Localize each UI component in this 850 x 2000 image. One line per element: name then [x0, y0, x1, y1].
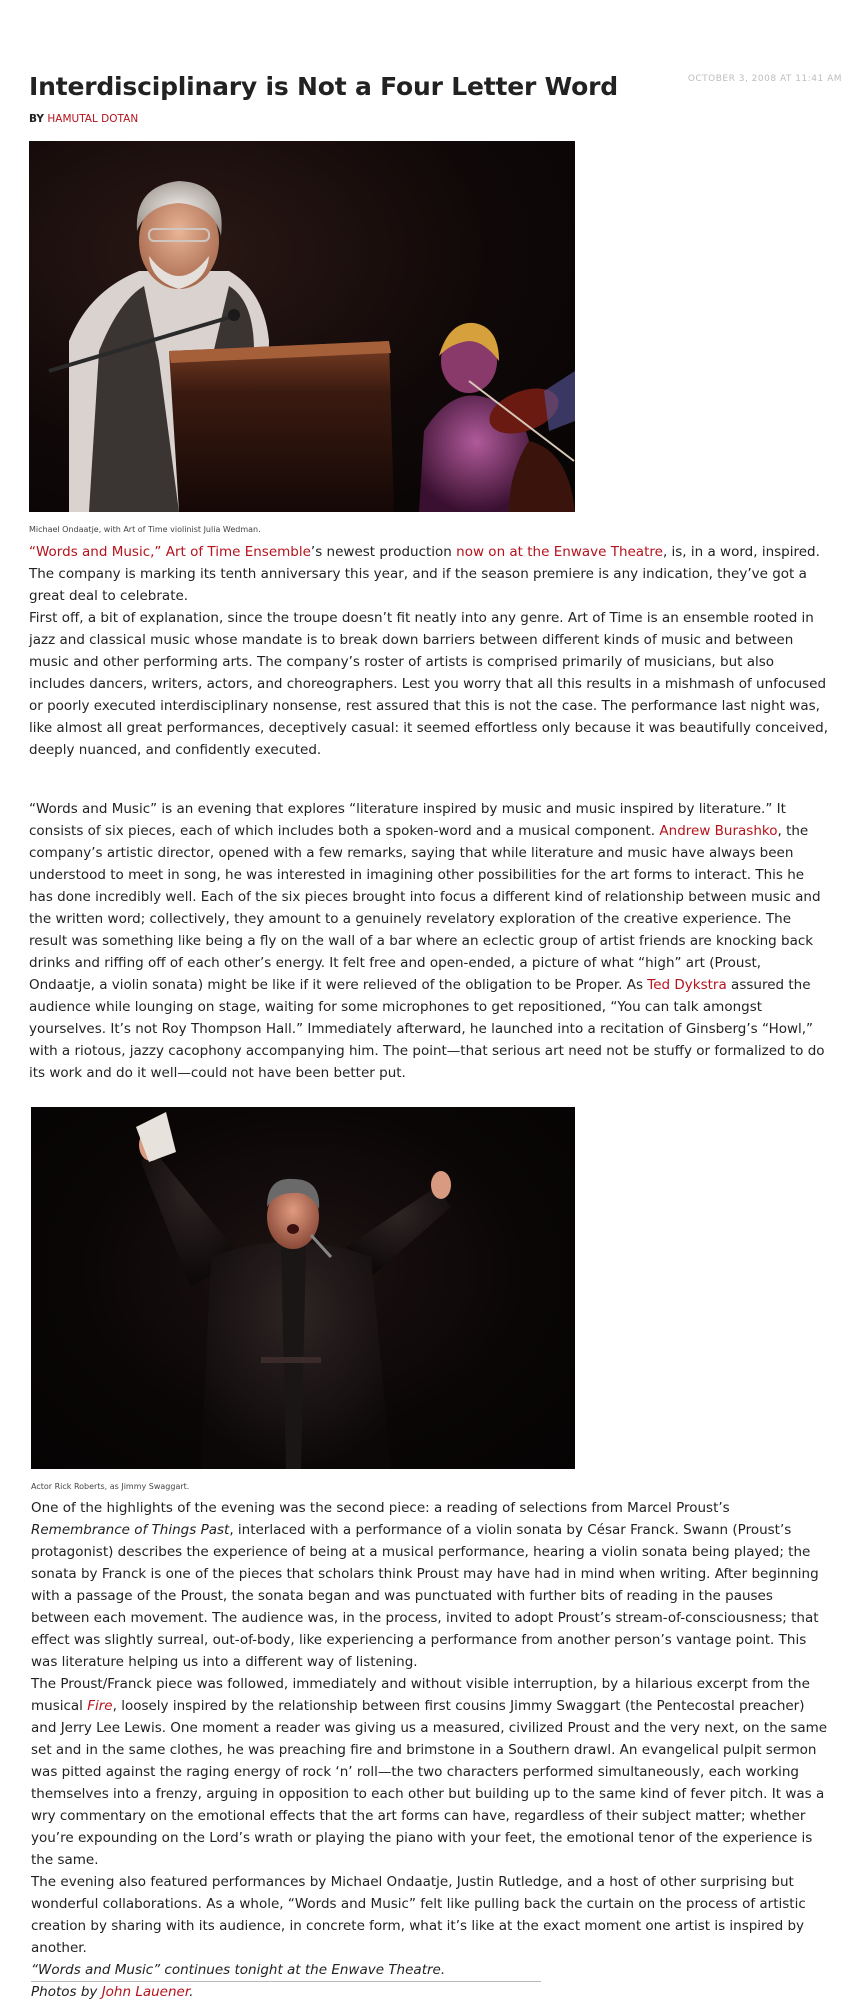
text-run: The Proust/Franck piece was followed, immediately and without visible interruption, by a hilarious excerpt from the musical	[31, 1676, 810, 1714]
byline-label: BY	[29, 113, 45, 125]
article-body-part-2	[29, 798, 829, 1084]
text-run: .	[189, 1984, 194, 2000]
link-ted-dykstra[interactable]: Ted Dykstra	[647, 977, 727, 993]
link-john-lauener[interactable]: John Lauener	[101, 1984, 190, 2000]
link-words-and-music[interactable]: “Words and Music,”	[29, 544, 162, 560]
text-run: One of the highlights of the evening was the second piece: a reading of selections from Marcel Proust’s	[31, 1500, 730, 1516]
photo-caption-1: Michael Ondaatje, with Art of Time violinist Julia Wedman.	[29, 525, 261, 534]
post-date: OCTOBER 3, 2008 AT 11:41 AM	[687, 74, 842, 84]
text-run: assured the audience while lounging on stage, waiting for some microphones to get repositioned, “You can talk amongst yourselves. It’s not Roy Thompson Hall.” Immediately afterward, he launched into a recitation of Ginsberg’s “Howl,” with a riotous, jazzy cacophony accompanying him. The point—that serious art need not be stuffy or formalized to do its work and do it well—could not have been better put.	[29, 977, 825, 1081]
paragraph-other-performances: The evening also featured performances by Michael Ondaatje, Justin Rutledge, and a host of other surprising but wonderful collaborations. As a whole, “Words and Music” felt like pulling back the curtain on the process of artistic creation by sharing with its audience, in concrete form, what it’s like at the exact moment one artist is inspired by another.	[31, 1874, 806, 1956]
photo-ondaatje	[29, 141, 575, 512]
book-title: Remembrance of Things Past	[31, 1522, 230, 1538]
photo-ondaatje-illustration	[29, 141, 575, 512]
paragraph-evening-overview	[29, 798, 829, 1084]
paragraph-proust	[31, 1497, 831, 1673]
article-body-part-3	[31, 1497, 831, 2000]
text-run: ’s newest production	[310, 544, 457, 560]
paragraph-fire-musical	[31, 1673, 831, 1871]
article-body-part-1	[29, 541, 829, 761]
photo-rick-roberts	[31, 1107, 575, 1469]
text-run: “Words and Music” is an evening that explores “literature inspired by music and music inspired by literature.” It consists of six pieces, each of which includes both a spoken-word and a musical component.	[29, 801, 786, 839]
text-run: , interlaced with a performance of a violin sonata by César Franck. Swann (Proust’s protagonist) describes the experience of being at a musical performance, hearing a violin sonata being played; the sonata by Franck is one of the pieces that scholars think Proust may have had in mind when writing. After beginning with a passage of the Proust, the sonata began and was punctuated with further bits of reading in the pauses between each movement. The audience was, in the process, invited to adopt Proust’s stream-of-consciousness; that effect was slightly surreal, out-of-body, like experiencing a performance from another person’s vantage point. This was literature helping us into a different way of listening.	[31, 1522, 819, 1670]
link-andrew-burashko[interactable]: Andrew Burashko	[659, 823, 778, 839]
paragraph-intro	[29, 541, 829, 607]
paragraph-continues-tonight: “Words and Music” continues tonight at the Enwave Theatre.	[31, 1962, 446, 1978]
link-enwave-theatre[interactable]: now on at the Enwave Theatre	[456, 544, 663, 560]
author-link[interactable]: HAMUTAL DOTAN	[47, 113, 139, 125]
photo-rick-roberts-illustration	[31, 1107, 575, 1469]
paragraph-explanation: First off, a bit of explanation, since the troupe doesn’t fit neatly into any genre. Art of Time is an ensemble rooted in jazz and classical music whose mandate is to break down barriers between different kinds of music and between music and other performing arts. The company’s roster of artists is comprised primarily of musicians, but also includes dancers, writers, actors, and choreographers. Lest you worry that all this results in a mishmash of unfocused or poorly executed interdisciplinary nonsense, rest assured that this is not the case. The performance last night was, like almost all great performances, deceptively casual: it seemed effortless only because it was beautifully conceived, deeply nuanced, and confidently executed.	[29, 610, 829, 758]
photo-caption-2: Actor Rick Roberts, as Jimmy Swaggart.	[31, 1482, 190, 1491]
link-fire[interactable]: Fire	[87, 1698, 113, 1714]
paragraph-photo-credit	[31, 1981, 831, 2000]
link-art-of-time-ensemble[interactable]: Art of Time Ensemble	[165, 544, 311, 560]
text-run: , the company’s artistic director, opened with a few remarks, saying that while literature and music have always been understood to meet in song, he was interested in imagining other possibilities for the art forms to interact. This he has done incredibly well. Each of the six pieces brought into focus a different kind of relationship between music and the written word; collectively, they amount to a genuinely revelatory exploration of the creative experience. The result was something like being a fly on the wall of a bar where an eclectic group of artist friends are knocking back drinks and riffing off of each other’s energy. It felt free and open-ended, a picture of what “high” art (Proust, Ondaatje, a violin sonata) might be like if it were relieved of the obligation to be Proper. As	[29, 823, 821, 993]
article-title: Interdisciplinary is Not a Four Letter Word	[29, 72, 618, 101]
text-run: Photos by	[31, 1984, 102, 2000]
divider	[31, 1981, 541, 1982]
text-run: , is, in a word, inspired. The company is marking its tenth anniversary this year, and if the season premiere is any indication, they’ve got a great deal to celebrate.	[29, 544, 820, 604]
byline	[29, 113, 138, 125]
text-run: , loosely inspired by the relationship between first cousins Jimmy Swaggart (the Pentecostal preacher) and Jerry Lee Lewis. One moment a reader was giving us a measured, civilized Proust and the very next, on the same set and in the same clothes, he was preaching fire and brimstone in a Southern drawl. An evangelical pulpit sermon was pitted against the raging energy of rock ‘n’ roll—the two characters performed simultaneously, each working themselves into a frenzy, arguing in opposition to each other but building up to the same kind of fever pitch. It was a wry commentary on the emotional effects that the art forms can have, regardless of their subject matter; whether you’re expounding on the Lord’s wrath or playing the piano with your feet, the emotional tenor of the experience is the same.	[31, 1698, 828, 1868]
